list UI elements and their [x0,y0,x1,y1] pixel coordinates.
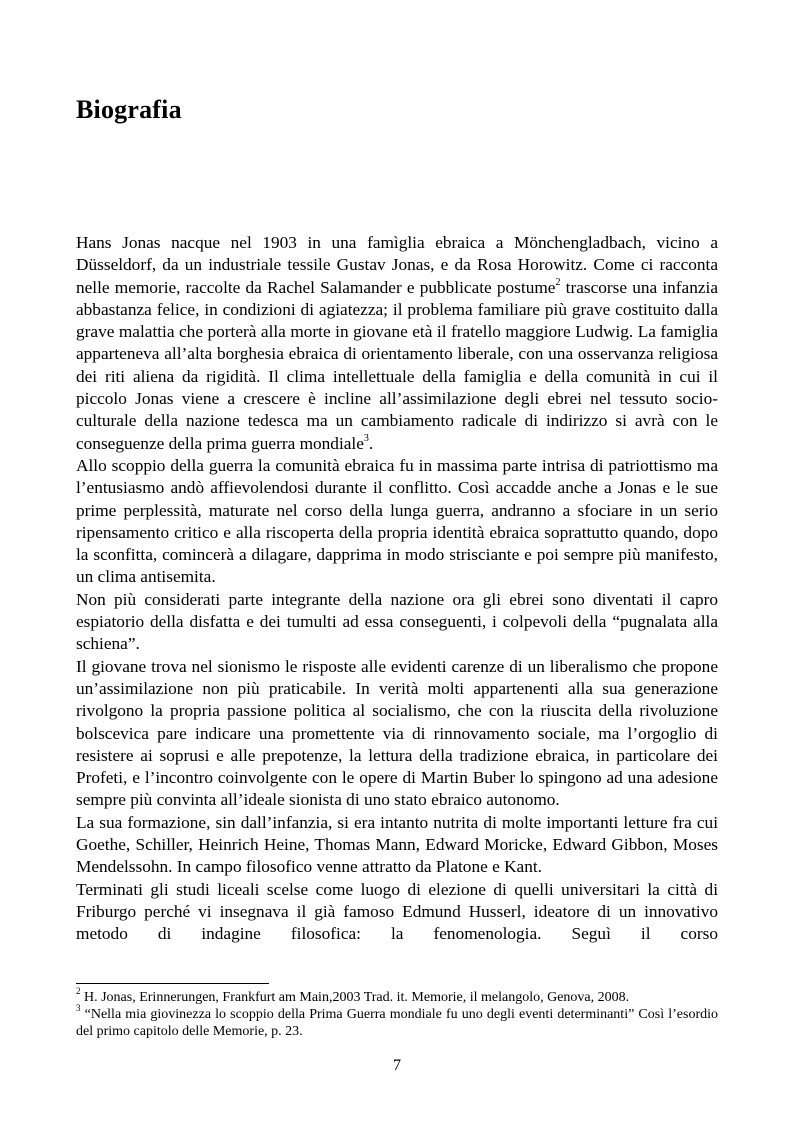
footnote-2-text: H. Jonas, Erinnerungen, Frankfurt am Main,2003 Trad. it. Memorie, il melangolo, Genova, 2008. [80,990,630,1005]
footnote-3-text: “Nella mia giovinezza lo scoppio della Prima Guerra mondiale fu uno degli eventi determinanti” Così l’esordio del primo capitolo delle Memorie, p. 23. [76,1007,718,1039]
footnote-2 [76,986,718,1006]
footnotes [76,986,718,1040]
body-text [76,232,718,946]
paragraph-3: Non più considerati parte integrante della nazione ora gli ebrei sono diventati il capro espiatorio della disfatta e dei tumulti ad essa conseguenti, i colpevoli della “pugnalata alla schiena”. [76,589,718,654]
paragraph-1 [76,232,718,455]
paragraph-1-text-a: Hans Jonas nacque nel 1903 in una famìglia ebraica a Mönchengladbach, vicino a Düsseldorf, da un industriale tessile Gustav Jonas, e da Rosa Horowitz. Come ci racconta nelle memorie, raccolte da Rachel Salamander e pubblicate postume [76,233,718,297]
page-number: 7 [393,1057,401,1074]
footnote-separator [76,983,269,984]
footnote-number-3: 3 [76,1003,81,1014]
paragraph-1-text-b: trascorse una infanzia abbastanza felice, in condizioni di agiatezza; il problema familiare più grave costituito dalla grave malattia che porterà alla morte in giovane età il fratello maggiore Ludwig. La famiglia apparteneva all’alta borghesia ebraica di orientamento liberale, con una osservanza religiosa dei riti aliena da rigidità. Il clima intellettuale della famiglia e della comunità in cui il piccolo Jonas viene a crescere è incline all’assimilazione degli ebrei nel tessuto socio-culturale della nazione tedesca ma un cambiamento radicale di indirizzo si avrà con le conseguenze della prima guerra mondiale [76,277,718,453]
footnote-ref-3[interactable]: 3 [363,432,369,444]
chapter-heading: Biografia [76,95,182,124]
footnote-number-2: 2 [76,986,81,997]
paragraph-1-text-c: . [368,433,374,453]
paragraph-2: Allo scoppio della guerra la comunità ebraica fu in massima parte intrisa di patriottismo ma l’entusiasmo andò affievolendosi durante il conflitto. Così accadde anche a Jonas e le sue prime perplessità, maturate nel corso della lunga guerra, andranno a sfociare in un serio ripensamento critico e alla riscoperta della propria identità ebraica soprattutto quando, dopo la sconfitta, comincerà a dilagare, dapprima in modo strisciante e poi sempre più manifesto, un clima antisemita. [76,455,718,587]
footnote-ref-2[interactable]: 2 [555,276,561,288]
paragraph-5: La sua formazione, sin dall’infanzia, si era intanto nutrita di molte importanti letture fra cui Goethe, Schiller, Heinrich Heine, Thomas Mann, Edward Moricke, Edward Gibbon, Moses Mendelssohn. In campo filosofico venne attratto da Platone e Kant. [76,812,718,877]
paragraph-6: Terminati gli studi liceali scelse come luogo di elezione di quelli universitari la città di Friburgo perché vi insegnava il già famoso Edmund Husserl, ideatore di un innovativo metodo di indagine filosofica: la fenomenologia. Seguì il corso [76,879,718,944]
footnote-3 [76,1003,718,1040]
paragraph-4: Il giovane trova nel sionismo le risposte alle evidenti carenze di un liberalismo che propone un’assimilazione non più praticabile. In verità molti appartenenti alla sua generazione rivolgono la propria passione politica al socialismo, che con la riuscita della rivoluzione bolscevica pare indicare una promettente via di rinnovamento sociale, ma l’orgoglio di resistere ai soprusi e alle prepotenze, la lettura della tradizione ebraica, in particolare dei Profeti, e l’incontro coinvolgente con le opere di Martin Buber lo spingono ad una adesione sempre più convinta all’ideale sionista di uno stato ebraico autonomo. [76,656,718,810]
